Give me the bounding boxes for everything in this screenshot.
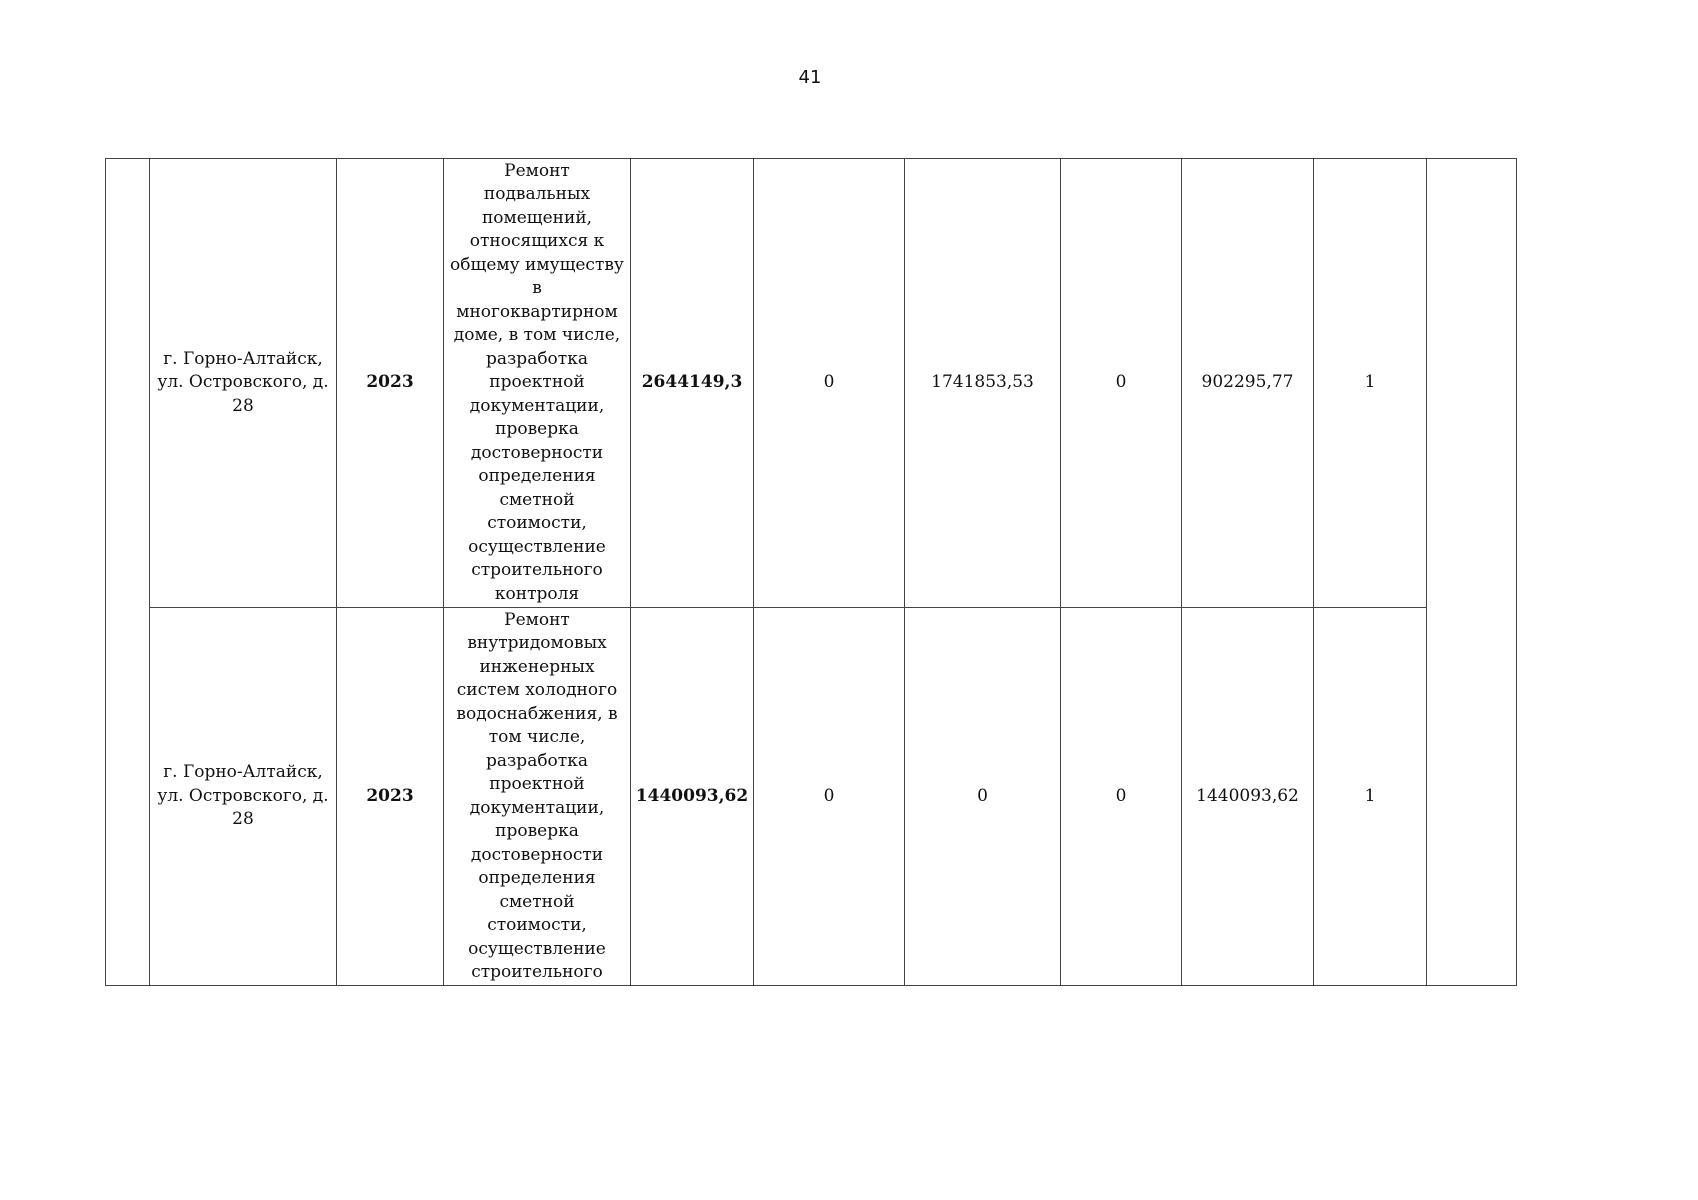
cost-cell: 1440093,62	[1182, 608, 1314, 986]
total-cost-cell: 2644149,3	[631, 159, 754, 608]
cost-cell: 0	[1061, 608, 1182, 986]
year-cell: 2023	[337, 159, 444, 608]
work-type-text: Ремонт внутридомовых инженерных систем холодного водоснабжения, в том числе, разработка проектной документации, проверка достоверности определения сметной стоимости, осуществление строительного	[456, 609, 618, 982]
program-table	[105, 158, 1517, 986]
count-cell: 1	[1314, 159, 1427, 608]
cost-cell: 902295,77	[1182, 159, 1314, 608]
address-cell: г. Горно-Алтайск, ул. Островского, д. 28	[150, 159, 337, 608]
cost-cell: 0	[754, 159, 905, 608]
cost-cell: 0	[754, 608, 905, 986]
table-row	[106, 159, 1517, 608]
work-type-cell	[444, 608, 631, 986]
cost-cell: 0	[1061, 159, 1182, 608]
year-cell: 2023	[337, 608, 444, 986]
empty-cell	[1427, 159, 1517, 986]
cost-cell: 1741853,53	[905, 159, 1061, 608]
count-cell: 1	[1314, 608, 1427, 986]
work-type-cell	[444, 159, 631, 608]
page-number: 41	[798, 67, 822, 88]
row-number-cell	[106, 159, 150, 986]
total-cost-cell: 1440093,62	[631, 608, 754, 986]
address-cell: г. Горно-Алтайск, ул. Островского, д. 28	[150, 608, 337, 986]
work-type-text: Ремонт подвальных помещений, относящихся к общему имуществу в многоквартирном доме, в том числе, разработка проектной документации, проверка достоверности определения сметной стоимости, осуществление строительного контроля	[450, 160, 624, 604]
table-row	[106, 608, 1517, 986]
cost-cell: 0	[905, 608, 1061, 986]
